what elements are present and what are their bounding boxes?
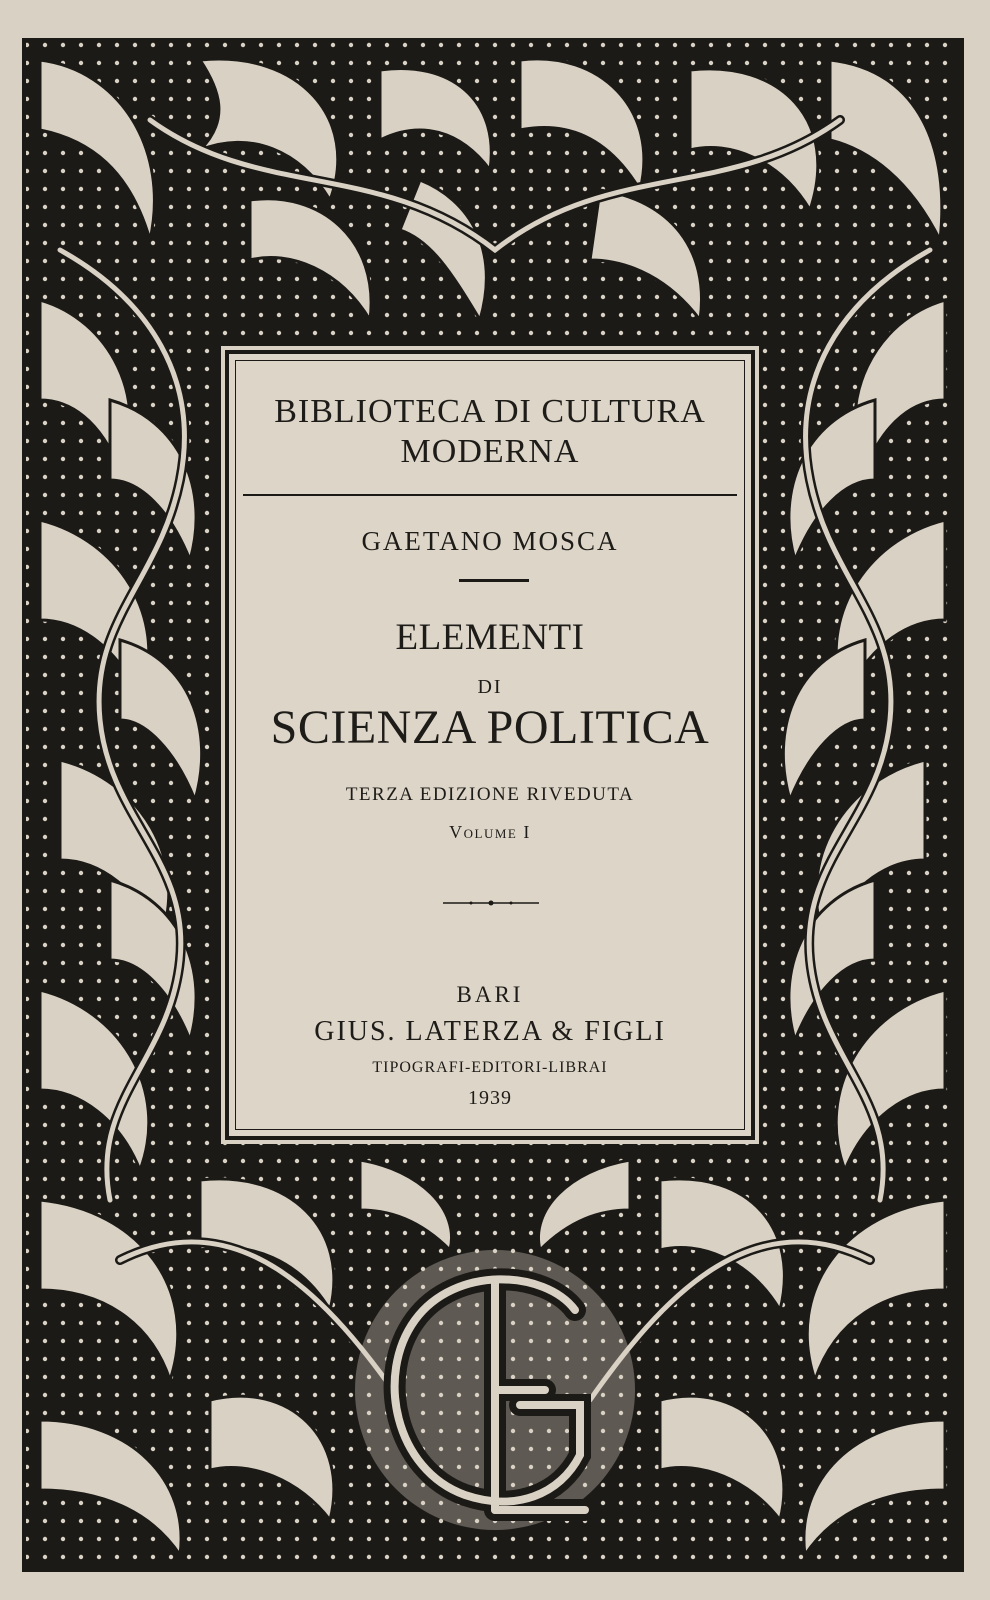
edition-note: TERZA EDIZIONE RIVEDUTA (345, 784, 635, 805)
series-title-line-2: MODERNA (400, 433, 580, 470)
volume-number: Volume I (449, 822, 531, 842)
publication-year: 1939 (468, 1087, 512, 1109)
book-title-connector: DI (477, 676, 503, 698)
author-name: GAETANO MOSCA (361, 526, 619, 556)
book-title-line-2: SCIENZA POLITICA (270, 701, 710, 754)
flourish-ornament-icon (441, 898, 541, 908)
publisher-monogram-icon (345, 1240, 645, 1540)
series-title-line-1: BIBLIOTECA DI CULTURA (274, 393, 706, 430)
title-panel (225, 350, 755, 1140)
publisher-trade: TIPOGRAFI-EDITORI-LIBRAI (372, 1059, 608, 1076)
series-title (229, 392, 751, 472)
short-rule (459, 579, 529, 582)
divider-rule (243, 494, 737, 496)
publisher-name: GIUS. LATERZA & FIGLI (314, 1016, 666, 1047)
publication-city: BARI (456, 982, 524, 1007)
book-title-line-1: ELEMENTI (395, 617, 585, 658)
